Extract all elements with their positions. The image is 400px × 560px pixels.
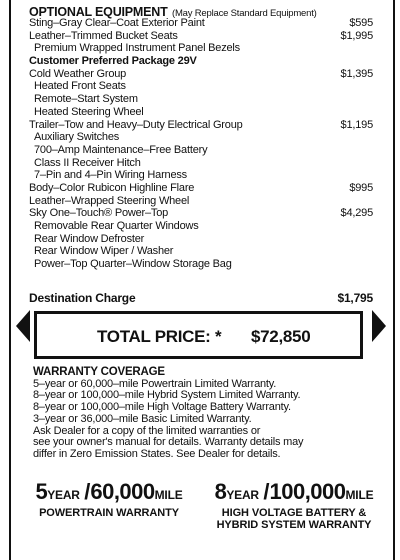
equipment-item-price: $995	[349, 181, 373, 194]
destination-charge-row	[29, 291, 373, 305]
equipment-item	[29, 195, 373, 208]
equipment-sub-item	[29, 80, 373, 93]
equipment-item	[29, 68, 373, 81]
total-price-box	[34, 311, 363, 359]
warranty-lines	[33, 379, 373, 462]
warranty-coverage-section	[33, 366, 373, 461]
badge-years: 5	[35, 479, 48, 504]
warranty-line: differ in Zero Emission States. See Dealer for details.	[33, 448, 281, 461]
total-right-arrow-icon	[372, 310, 386, 342]
equipment-list	[29, 17, 373, 271]
equipment-sub-item	[29, 258, 373, 271]
equipment-item-label: Leather–Wrapped Steering Wheel	[29, 194, 190, 207]
powertrain-badge-headline	[29, 480, 189, 507]
optional-equipment-section	[29, 3, 373, 271]
equipment-item-label: Sting–Gray Clear–Coat Exterior Paint	[29, 17, 205, 29]
battery-hybrid-warranty-badge	[200, 480, 388, 531]
equipment-item-label: Premium Wrapped Instrument Panel Bezels	[34, 42, 240, 55]
equipment-item-label: Power–Top Quarter–Window Storage Bag	[34, 258, 232, 271]
equipment-item-label: Sky One–Touch® Power–Top	[29, 207, 169, 220]
badge-years-unit: YEAR	[226, 488, 259, 502]
badge-miles: 60,000	[90, 479, 155, 504]
badge-slash: /	[84, 479, 91, 504]
total-price-value: $72,850	[251, 327, 311, 346]
equipment-item	[29, 207, 373, 220]
warranty-line: see your owner's manual for details. Warranty details may	[33, 436, 304, 449]
battery-badge-caption-line-2: HYBRID SYSTEM WARRANTY	[216, 519, 372, 531]
optional-equipment-note: (May Replace Standard Equipment)	[172, 8, 317, 19]
equipment-sub-item	[29, 233, 373, 246]
equipment-item-price: $1,195	[340, 118, 373, 131]
powertrain-warranty-badge	[29, 480, 189, 519]
equipment-sub-item	[29, 245, 373, 258]
equipment-sub-item	[29, 93, 373, 106]
warranty-line: 8–year or 100,000–mile Hybrid System Limited Warranty.	[33, 389, 301, 402]
equipment-item-label: 700–Amp Maintenance–Free Battery	[34, 143, 208, 156]
badge-miles-unit: MILE	[345, 488, 374, 502]
equipment-sub-item	[29, 157, 373, 170]
powertrain-badge-caption: POWERTRAIN WARRANTY	[39, 507, 179, 519]
equipment-item	[29, 30, 373, 43]
equipment-item	[29, 182, 373, 195]
equipment-item-label: Remote–Start System	[34, 93, 138, 106]
sticker-border-left	[9, 0, 11, 560]
equipment-item-label: Auxiliary Switches	[34, 131, 120, 144]
equipment-item-label: Body–Color Rubicon Highline Flare	[29, 181, 195, 194]
optional-equipment-heading: OPTIONAL EQUIPMENT	[29, 5, 168, 19]
warranty-line: 3–year or 36,000–mile Basic Limited Warranty.	[33, 412, 252, 425]
badge-years-unit: YEAR	[47, 488, 80, 502]
battery-badge-caption-line-1: HIGH VOLTAGE BATTERY &	[221, 507, 367, 519]
badge-slash: /	[263, 479, 270, 504]
equipment-item-label: 7–Pin and 4–Pin Wiring Harness	[34, 169, 187, 182]
warranty-title: WARRANTY COVERAGE	[33, 366, 165, 378]
destination-label: Destination Charge	[29, 291, 136, 305]
destination-price: $1,795	[337, 291, 373, 305]
warranty-line: Ask Dealer for a copy of the limited warranties or	[33, 424, 261, 437]
equipment-sub-item	[29, 169, 373, 182]
equipment-item-price: $1,995	[340, 29, 373, 42]
optional-equipment-header	[29, 3, 373, 17]
warranty-line: 5–year or 60,000–mile Powertrain Limited Warranty.	[33, 377, 277, 390]
total-left-arrow-icon	[16, 310, 30, 342]
equipment-item	[29, 17, 373, 30]
equipment-sub-item	[29, 144, 373, 157]
equipment-item-label: Rear Window Wiper / Washer	[34, 245, 174, 258]
equipment-sub-item	[29, 131, 373, 144]
total-price-label: TOTAL PRICE: *	[97, 327, 222, 346]
equipment-item-label: Rear Window Defroster	[34, 232, 145, 245]
equipment-item-label: Customer Preferred Package 29V	[29, 55, 197, 68]
equipment-item-price: $1,395	[340, 67, 373, 80]
warranty-line: 8–year or 100,000–mile High Voltage Battery Warranty.	[33, 401, 291, 414]
equipment-item	[29, 119, 373, 132]
battery-badge-headline	[200, 480, 388, 507]
equipment-item-label: Heated Steering Wheel	[34, 105, 144, 118]
equipment-item-price: $595	[349, 17, 373, 29]
package-heading	[29, 55, 373, 68]
equipment-item-label: Removable Rear Quarter Windows	[34, 220, 199, 232]
equipment-item-label: Class II Receiver Hitch	[34, 156, 141, 169]
equipment-sub-item	[29, 106, 373, 119]
equipment-item-price: $4,295	[340, 207, 373, 220]
badge-miles-unit: MILE	[154, 488, 183, 502]
equipment-item-label: Trailer–Tow and Heavy–Duty Electrical Group	[29, 118, 243, 131]
badge-miles: 100,000	[269, 479, 346, 504]
equipment-sub-item	[29, 42, 373, 55]
equipment-item-label: Leather–Trimmed Bucket Seats	[29, 29, 178, 42]
equipment-sub-item	[29, 220, 373, 233]
equipment-item-label: Heated Front Seats	[34, 80, 126, 93]
badge-years: 8	[214, 479, 227, 504]
equipment-item-label: Cold Weather Group	[29, 67, 127, 80]
sticker-border-right	[393, 0, 395, 560]
